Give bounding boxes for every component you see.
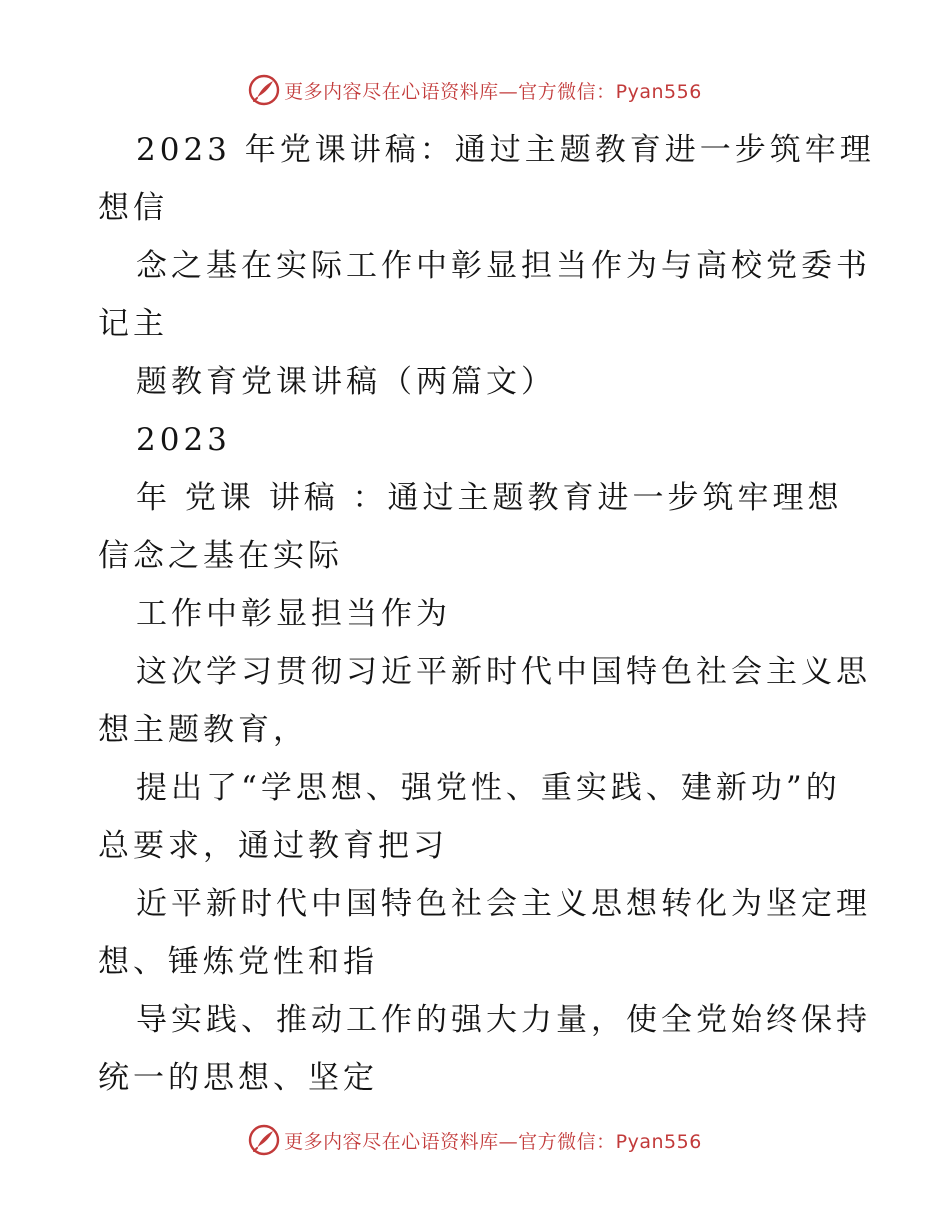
text-line: 统一的思想、坚定	[98, 1060, 378, 1096]
text-line: 近平新时代中国特色社会主义思想转化为坚定理	[136, 886, 871, 922]
text-line: 想主题教育，	[98, 712, 308, 748]
text-line: 工作中彰显担当作为	[136, 596, 451, 632]
text-line: 这次学习贯彻习近平新时代中国特色社会主义思	[136, 654, 871, 690]
quill-pen-logo-icon	[248, 74, 280, 106]
quill-pen-logo-icon	[248, 1124, 280, 1156]
text-line: 2023	[136, 422, 231, 458]
text-line: 信念之基在实际	[98, 538, 343, 574]
text-line: 提出了“学思想、强党性、重实践、建新功”的	[136, 770, 841, 806]
text-line: 2023 年党课讲稿：通过主题教育进一步筑牢理	[136, 132, 875, 168]
text-line: 导实践、推动工作的强大力量，使全党始终保持	[136, 1002, 871, 1038]
text-line: 想信	[98, 190, 168, 226]
text-line: 题教育党课讲稿（两篇文）	[136, 364, 556, 400]
text-line: 想、锤炼党性和指	[98, 944, 378, 980]
text-line: 年 党课 讲稿 ：通过主题教育进一步筑牢理想	[136, 480, 843, 516]
header-banner	[0, 72, 950, 108]
footer-banner-text: 更多内容尽在心语资料库—官方微信：Pyan556	[284, 1130, 702, 1153]
text-line: 念之基在实际工作中彰显担当作为与高校党委书	[136, 248, 871, 284]
text-line: 记主	[98, 306, 168, 342]
header-wechat-id: Pyan556	[615, 80, 702, 103]
footer-banner	[0, 1122, 950, 1158]
text-line: 总要求，通过教育把习	[98, 828, 448, 864]
footer-wechat-id: Pyan556	[615, 1130, 702, 1153]
header-banner-text: 更多内容尽在心语资料库—官方微信：Pyan556	[284, 80, 702, 103]
